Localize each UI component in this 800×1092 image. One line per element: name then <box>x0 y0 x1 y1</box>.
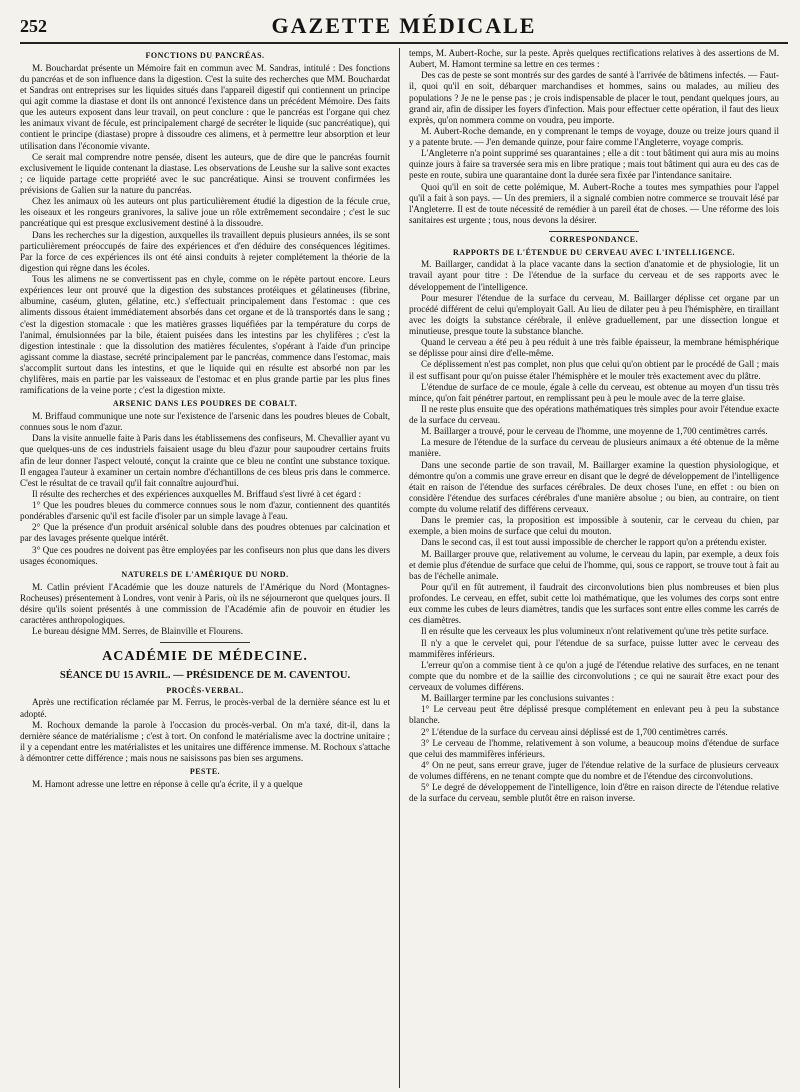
paragraph: M. Catlin prévient l'Académie que les douze naturels de l'Amérique du Nord (Montagnes-Rocheuses) présentement à Londres, vont venir à Paris, où ils ne séjourneront que quelques jours. Il désire qu'ils soient présentés à une commission de l'Académie afin de pouvoir en étudier les caractères anthropologiques. <box>20 581 390 625</box>
paragraph: 1° Que les poudres bleues du commerce connues sous le nom d'azur, contiennent des quantités pondérables d'arsenic qu'il est facile d'isoler par un simple lavage à l'eau. <box>20 500 390 522</box>
academie-heading: ACADÉMIE DE MÉDECINE. <box>102 649 308 665</box>
paragraph: 2° Que la présence d'un produit arsénical soluble dans des poudres obtenues par calcination et par des lavages présente quelque intérêt. <box>20 522 390 544</box>
paragraph: M. Baillarger, candidat à la place vacante dans la section d'anatomie et de physiologie, lit un travail ayant pour titre : De l'étendue de la surface du cerveau et de ses rapports avec le développement de l'intelligence. <box>409 259 779 292</box>
section-title-arsenic: ARSENIC DANS LES POUDRES DE COBALT. <box>112 399 298 409</box>
paragraph: Des cas de peste se sont montrés sur des gardes de santé à l'arrivée de bâtimens infectés. — Faut-il, quoi qu'il en soit, débarquer marchandises et hommes, sains ou malades, au milieu des populations ? Je ne le pense pas ; je crois indispensable de placer le tout, pendant quelques jours, au grand air, afin de dissiper les foyers d'infection. Mais pour effectuer cette opération, il faut des lieux exprès, qu'on nommera comme on voudra, peu importe. <box>409 70 779 125</box>
section-subtitle-cerveau: RAPPORTS DE L'ÉTENDUE DU CERVEAU AVEC L'INTELLIGENCE. <box>452 247 736 257</box>
paragraph: 4° On ne peut, sans erreur grave, juger de l'étendue relative de la surface de plusieurs cerveaux de volumes différens, en ne tenant compte que du nombre et de l'étendue des circonvolutions. <box>409 759 779 782</box>
right-column <box>409 48 779 1088</box>
paragraph: Il en résulte que les cerveaux les plus volumineux n'ont relativement qu'une très petite surface. <box>421 626 769 637</box>
section-title-proces-verbal: PROCÈS-VERBAL. <box>166 685 244 695</box>
paragraph: M. Hamont adresse une lettre en réponse à celle qu'a écrite, il y a quelque <box>32 778 303 789</box>
paragraph: M. Rochoux demande la parole à l'occasion du procès-verbal. On m'a taxé, dit-il, dans la dernière séance de matérialisme ; c'est à tort. On confond le matérialisme avec la doctrine unitaire ; il y a cependant entre les matérialistes et les unitaires une différence immense. M. Rochoux s'attache à démontrer cette différence ; mais nous ne saisissons pas bien ses argumens. <box>20 719 390 764</box>
seance-heading: SÉANCE DU 15 AVRIL. — PRÉSIDENCE DE M. CAVENTOU. <box>59 670 351 682</box>
paragraph: M. Baillarger a trouvé, pour le cerveau de l'homme, une moyenne de 1,700 centimètres carrés. <box>421 426 768 437</box>
paragraph: temps, M. Aubert-Roche, sur la peste. Après quelques rectifications relatives à des assertions de M. Aubert, M. Hamont termine sa lettre en ces termes : <box>409 48 779 70</box>
section-title-pancreas: FONCTIONS DU PANCRÉAS. <box>145 51 265 60</box>
section-title-correspondance: CORRESPONDANCE. <box>549 235 639 244</box>
page-header <box>20 10 788 44</box>
paragraph: M. Bouchardat présente un Mémoire fait en commun avec M. Sandras, intitulé : Des fonctions du pancréas et de son influence dans la digestion. C'est la suite des recherches que MM. Bouchardat et Sandras ont entreprises sur les liquides situés dans l'appareil digestif qui contiennent un principe qui agit comme la diastase et dont ils ont annoncé l'existence dans un précédent Mémoire. Des faits que les auteurs exposent dans leur travail, on peut conclure : que le pancréas est l'organe qui chez les animaux vivant de fécule, est principalement chargé de secréter le liquide (suc pancréatique), qui contient le principe (diastase) propre à dissoudre ces alimens, et à permettre leur absorption et leur utilisation dans l'économie vivante. <box>20 62 390 151</box>
paragraph: Quand le cerveau a été peu à peu réduit à une très faible épaisseur, la membrane hémisphérique se déplisse pour ainsi dire d'elle-même. <box>409 337 779 359</box>
article-columns <box>20 48 788 1088</box>
column-rule <box>399 48 400 1088</box>
section-divider <box>549 231 639 232</box>
paragraph: L'étendue de surface de ce moule, égale à celle du cerveau, est obtenue au moyen d'un tissu très mince, qu'on fait pénétrer partout, en remplissant peu à peu le moule avec de la terre glaise. <box>409 381 779 403</box>
paragraph: Il n'y a que le cervelet qui, pour l'étendue de sa surface, puisse lutter avec le cerveau des mammifères inférieurs. <box>409 637 779 659</box>
section-title-peste: PESTE. <box>189 767 221 777</box>
page-number: 252 <box>20 16 47 36</box>
left-column <box>20 48 390 1088</box>
paragraph: Pour qu'il en fût autrement, il faudrait des circonvolutions bien plus nombreuses et bien plus profondes. Le cerveau, en effet, subit cette loi mathématique, que les volumes des corps sont entre eux comme les cubes de leurs diamètres, tandis que les surfaces sont entre elles comme les carrés de ces diamètres. <box>409 581 779 626</box>
paragraph: Le bureau désigne MM. Serres, de Blainville et Flourens. <box>32 626 244 637</box>
paragraph: Il ne reste plus ensuite que des opérations mathématiques très simples pour avoir l'étendue exacte de la surface du cerveau. <box>409 403 779 426</box>
paragraph: Quoi qu'il en soit de cette polémique, M. Aubert-Roche a toutes mes sympathies pour l'appel qu'il a fait à son pays. — Un des premiers, il a signalé combien notre commerce se trouvait lésé par l'Angleterre. Il est de toute nécessité de remédier à un pareil état de choses. — Une réforme des lois sanitaires est urgente ; tous, nous devons la désirer. <box>409 181 779 225</box>
paragraph: 2° L'étendue de la surface du cerveau ainsi déplissé est de 1,700 centimètres carrés. <box>421 726 728 737</box>
paragraph: L'Angleterre n'a point supprimé ses quarantaines ; elle a dit : tout bâtiment qui aura mis au moins quinze jours à faire sa traversée sera mis en libre pratique ; mais tout bâtiment qui aura eu des cas de peste en route, subira une quarantaine dont la durée sera fixée par l'intendance sanitaire. <box>409 148 779 181</box>
paragraph: M. Baillarger termine par les conclusions suivantes : <box>421 693 615 704</box>
paragraph: L'erreur qu'on a commise tient à ce qu'on a jugé de l'étendue relative des surfaces, en ne tenant compte que du nombre et de la saillie des circonvolutions ; ce qui ne saurait être exact pour des cerveaux de volumes différens. <box>409 659 779 693</box>
paragraph: Dans les recherches sur la digestion, auxquelles ils travaillent depuis plusieurs années, ils se sont particulièrement préoccupés de faire des expériences et d'en déduire des conséquences légitimes. Par la force de ces expériences ils ont été ainsi conduits à rejeter complétement la théorie de la digestion qui règne dans les écoles. <box>20 229 390 273</box>
paragraph: Tous les alimens ne se convertissent pas en chyle, comme on le répète partout encore. Leurs expériences leur ont prouvé que la digestion des substances protéiques et gélatineuses (fibrine, albumine, caséum, gluten, gélatine, etc.) s'effectuait principalement dans l'estomac : que ces aliments dissous étaient immédiatement absorbés dans cet organe et de là transportés dans le sang ; c'est la digestion stomacale : que les matières grasses liquéfiées par la température du corps de l'animal, émulsionnées par la bile, étaient puisées dans les intestins par les chylifères ; c'est la digestion intestinale : que la dissolution des matières féculentes, s'opérant à l'aide d'un principe agissant comme la diastase, secrété principalement par le pancréas, commence dans l'estomac, mais s'accomplit surtout dans les intestins, et que le liquide qui en résulte est absorbé non par les chylifères, mais en partie par les vaisseaux de l'estomac et en plus grande partie par les plus fines ramifications de la veine porte ; c'est la digestion mixte. <box>20 274 390 396</box>
masthead-title: GAZETTE MÉDICALE <box>271 13 537 38</box>
paragraph: M. Aubert-Roche demande, en y comprenant le temps de voyage, douze ou treize jours quand il y a patente brute. — J'en demande quinze, pour faire comme l'Angleterre, voyage compris. <box>409 125 779 147</box>
paragraph: 3° Que ces poudres ne doivent pas être employées par les confiseurs non plus que dans les divers usages économiques. <box>20 544 390 566</box>
paragraph: Chez les animaux où les auteurs ont plus particulièrement étudié la digestion de la fécule crue, les oiseaux et les rongeurs granivores, la salive joue un rôle extrêmement secondaire ; c'est le suc pancréatique qui est presque exclusivement destiné à la dissoudre. <box>20 196 390 229</box>
paragraph: La mesure de l'étendue de la surface du cerveau de plusieurs animaux a été obtenue de la même manière. <box>409 437 779 459</box>
paragraph: Pour mesurer l'étendue de la surface du cerveau, M. Baillarger déplisse cet organe par un procédé différent de celui qu'employait Gall. Au lieu de dilater peu à peu l'hémisphère, en tiraillant avec les doigts la substance cérébrale, il enlève graduellement, par une dissection longue et minutieuse, presque toute la substance blanche. <box>409 292 779 337</box>
paragraph: Dans une seconde partie de son travail, M. Baillarger examine la question physiologique, et démontre qu'on a commis une grave erreur en disant que le degré de développement de l'intelligence était en raison de l'étendue des surfaces cérébrales. De deux choses l'une, en effet : ou bien on considère l'étendue des surfaces cérébrales d'une manière absolue ; ou bien, au contraire, on tient compte du volume relatif des différens cerveaux. <box>409 459 779 515</box>
paragraph: 3° Le cerveau de l'homme, relativement à son volume, a beaucoup moins d'étendue de surface que celui des mammifères inférieurs. <box>409 737 779 759</box>
paragraph: 5° Le degré de développement de l'intelligence, loin d'être en raison directe de l'étendue relative de la surface du cerveau, semble plutôt être en raison inverse. <box>409 782 779 804</box>
paragraph: M. Baillarger prouve que, relativement au volume, le cerveau du lapin, par exemple, a deux fois et demie plus d'étendue de surface que celui de l'homme, qui, sous ce rapport, se trouve tout à fait au bas de l'échelle animale. <box>409 548 779 581</box>
section-divider <box>160 642 250 643</box>
section-title-naturels: NATURELS DE L'AMÉRIQUE DU NORD. <box>121 569 289 579</box>
paragraph: Dans la visite annuelle faite à Paris dans les établissemens des confiseurs, M. Chevallier ayant vu que quelques-uns de ces industriels faisaient usage du bleu d'azur pour saupoudrer certains fruits afin de leur donner l'aspect velouté, conçut la crainte que ce bleu ne contînt une substance toxique. Il engagea l'auteur à examiner un certain nombre d'échantillons de ces bleus pris dans le commerce. C'est le résultat de ce travail qu'il fait connaître aujourd'hui. <box>20 433 390 488</box>
paragraph: Dans le premier cas, la proposition est impossible à soutenir, car le cerveau du chien, par exemple, a bien moins de surface que celui du mouton. <box>409 515 779 537</box>
paragraph: Dans le second cas, il est tout aussi impossible de chercher le rapport qu'on a prétendu exister. <box>421 537 767 548</box>
paragraph: M. Briffaud communique une note sur l'existence de l'arsenic dans les poudres bleues de Cobalt, connues sous le nom d'azur. <box>20 411 390 433</box>
paragraph: Après une rectification réclamée par M. Ferrus, le procès-verbal de la dernière séance est lu et adopté. <box>20 697 390 719</box>
paragraph: 1° Le cerveau peut être déplissé presque complétement en enlevant peu à peu la substance blanche. <box>409 704 779 726</box>
paragraph: Il résulte des recherches et des expériences auxquelles M. Briffaud s'est livré à cet égard : <box>32 488 362 499</box>
paragraph: Ce serait mal comprendre notre pensée, disent les auteurs, que de dire que le pancréas fournit exclusivement le liquide contenant la diastase. Les observations de Leushe sur la salive sont exactes ; ce liquide partage cette propriété avec le suc pancréatique. Ainsi se trouvent confirmées les prévisions de Galien sur la nature du pancréas. <box>20 151 390 196</box>
paragraph: Ce déplissement n'est pas complet, non plus que celui qu'on obtient par le procédé de Gall ; mais il est suffisant pour qu'on puisse étaler l'hémisphère et le mouler très exactement avec du plâtre. <box>409 359 779 381</box>
